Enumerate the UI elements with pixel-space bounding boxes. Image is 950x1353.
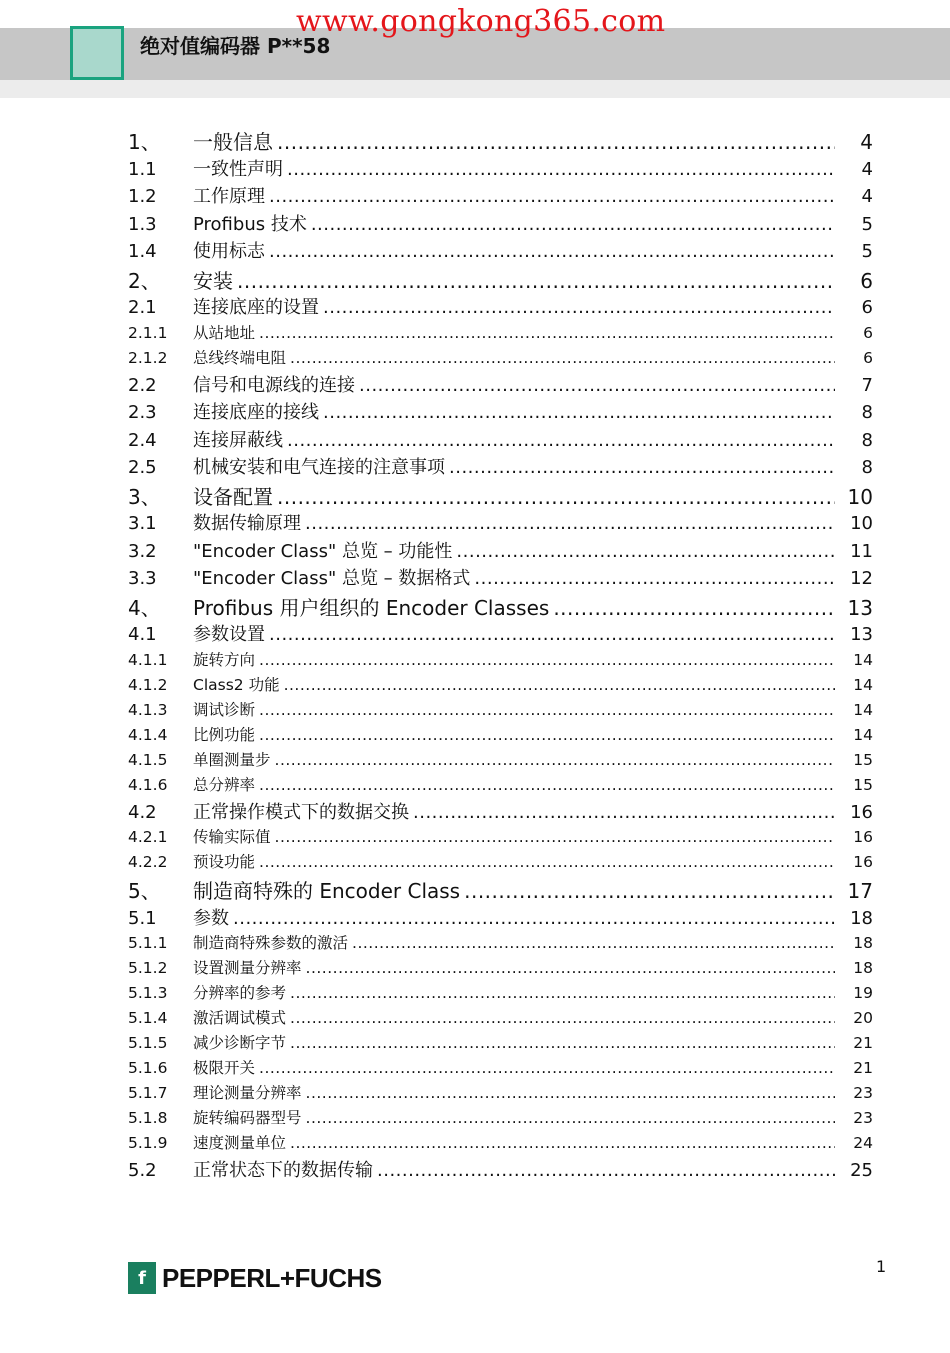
toc-leader-dots	[306, 959, 835, 977]
toc-leader-dots	[277, 485, 835, 509]
toc-entry-number: 5.1.9	[128, 1134, 168, 1152]
toc-entry-title: 理论测量分辨率	[193, 1084, 302, 1102]
toc-leader-dots	[359, 375, 835, 396]
toc-entry-number: 5.1.8	[128, 1109, 168, 1127]
toc-entry-number: 2.5	[128, 457, 157, 478]
toc-entry-title: 制造商特殊的 Encoder Class	[193, 879, 461, 903]
toc-entry[interactable]	[128, 265, 873, 294]
toc-entry-number: 4.2.1	[128, 828, 168, 846]
toc-entry-number: 3.1	[128, 513, 157, 534]
toc-entry-title: 一致性声明	[193, 158, 283, 180]
toc-entry-page: 4	[861, 158, 873, 180]
toc-entry-number: 5.1.5	[128, 1034, 168, 1052]
toc-entry[interactable]	[128, 155, 873, 183]
toc-entry-page: 21	[853, 1059, 873, 1077]
toc-entry-page: 7	[861, 374, 873, 396]
toc-leader-dots	[259, 776, 835, 794]
toc-leader-dots	[269, 241, 835, 262]
toc-leader-dots	[259, 324, 835, 342]
toc-entry-page: 23	[853, 1109, 873, 1127]
toc-entry-title: 工作原理	[193, 186, 265, 207]
toc-entry-title: 分辨率的参考	[193, 984, 287, 1002]
toc-entry-number: 5、	[128, 879, 161, 903]
toc-leader-dots	[259, 701, 835, 719]
toc-entry-title: 信号和电源线的连接	[193, 374, 355, 396]
toc-leader-dots	[306, 1109, 835, 1127]
toc-entry-number: 4.2	[128, 801, 157, 823]
toc-entry-title: 制造商特殊参数的激活	[193, 934, 349, 952]
toc-entry-title: 调试诊断	[193, 700, 256, 719]
toc-entry-title: 参数设置	[193, 624, 265, 645]
toc-leader-dots	[275, 828, 835, 846]
toc-leader-dots	[323, 402, 835, 423]
toc-entry-page: 25	[850, 1160, 873, 1181]
toc-entry[interactable]	[128, 875, 873, 904]
toc-entry-page: 5	[861, 213, 873, 235]
toc-entry[interactable]	[128, 1006, 873, 1031]
toc-entry-title: 单圈测量步	[193, 750, 271, 769]
toc-entry-page: 14	[853, 650, 873, 669]
toc-entry-number: 3.3	[128, 568, 157, 589]
toc-entry-title: 连接屏蔽线	[193, 429, 283, 451]
toc-entry[interactable]	[128, 321, 873, 346]
toc-entry-number: 4.1	[128, 624, 157, 645]
toc-leader-dots	[269, 186, 835, 207]
toc-entry-title: 参数	[193, 907, 229, 929]
toc-entry-title: 正常状态下的数据传输	[193, 1160, 373, 1181]
toc-entry-number: 1.2	[128, 186, 157, 207]
toc-entry[interactable]	[128, 698, 873, 723]
toc-entry[interactable]	[128, 956, 873, 981]
toc-entry-number: 5.1	[128, 907, 157, 929]
toc-leader-dots	[352, 934, 835, 952]
toc-entry-page: 10	[847, 484, 873, 509]
toc-entry-title: 安装	[193, 268, 233, 293]
toc-entry[interactable]	[128, 293, 873, 321]
toc-entry-title: 极限开关	[193, 1059, 256, 1077]
logo-mark-icon: f	[128, 1262, 156, 1294]
toc-entry[interactable]	[128, 723, 873, 748]
toc-entry[interactable]	[128, 346, 873, 371]
toc-entry-number: 3.2	[128, 540, 157, 562]
toc-entry-page: 16	[850, 801, 873, 823]
toc-entry-page: 23	[853, 1084, 873, 1102]
toc-entry-number: 5.1.1	[128, 934, 168, 952]
toc-entry[interactable]	[128, 825, 873, 850]
toc-entry-number: 5.1.7	[128, 1084, 168, 1102]
toc-entry-page: 4	[861, 186, 873, 207]
toc-leader-dots	[290, 984, 835, 1002]
toc-leader-dots	[323, 297, 835, 318]
toc-entry-page: 15	[853, 775, 873, 794]
toc-entry-title: 传输实际值	[193, 828, 271, 846]
toc-entry-number: 4.2.2	[128, 853, 168, 871]
toc-leader-dots	[449, 457, 835, 478]
toc-entry-number: 4、	[128, 595, 161, 620]
toc-entry-page: 8	[861, 457, 873, 478]
toc-leader-dots	[287, 430, 835, 451]
toc-entry-page: 18	[850, 907, 873, 929]
toc-entry-title: 数据传输原理	[193, 513, 301, 534]
toc-entry[interactable]	[128, 748, 873, 773]
toc-entry-page: 10	[850, 513, 873, 534]
toc-leader-dots	[306, 1084, 835, 1102]
toc-entry-number: 5.1.4	[128, 1009, 168, 1027]
toc-entry[interactable]	[128, 1156, 873, 1184]
toc-entry-page: 19	[853, 984, 873, 1002]
toc-entry-number: 1.4	[128, 241, 157, 262]
toc-entry-title: 一般信息	[193, 130, 273, 154]
toc-entry-number: 1.1	[128, 158, 157, 180]
toc-entry[interactable]	[128, 371, 873, 399]
toc-entry-title: 连接底座的设置	[193, 297, 319, 318]
toc-entry[interactable]	[128, 648, 873, 673]
toc-entry-number: 5.1.6	[128, 1059, 168, 1077]
toc-leader-dots	[259, 726, 835, 744]
toc-entry-title: 从站地址	[193, 323, 256, 342]
toc-entry[interactable]	[128, 673, 873, 698]
toc-entry[interactable]	[128, 426, 873, 454]
toc-entry[interactable]	[128, 981, 873, 1006]
table-of-contents	[128, 126, 873, 1184]
toc-entry[interactable]	[128, 1131, 873, 1156]
toc-leader-dots	[474, 568, 835, 589]
toc-entry-page: 17	[847, 879, 873, 903]
toc-entry-number: 4.1.1	[128, 650, 168, 669]
toc-entry-number: 3、	[128, 484, 161, 509]
toc-entry-page: 5	[861, 241, 873, 262]
toc-entry[interactable]	[128, 481, 873, 510]
toc-entry-title: 正常操作模式下的数据交换	[193, 801, 409, 823]
toc-entry[interactable]	[128, 904, 873, 932]
toc-leader-dots	[290, 349, 835, 367]
toc-entry-title: "Encoder Class" 总览 – 数据格式	[193, 568, 471, 589]
logo-text: PEPPERL+FUCHS	[162, 1262, 382, 1293]
toc-leader-dots	[287, 159, 835, 180]
toc-leader-dots	[284, 676, 835, 694]
toc-entry[interactable]	[128, 182, 873, 210]
toc-entry-number: 4.1.5	[128, 750, 168, 769]
toc-entry-number: 1、	[128, 130, 161, 154]
toc-entry-title: 总线终端电阻	[193, 348, 287, 367]
toc-entry-title: 设置测量分辨率	[193, 959, 302, 977]
toc-entry-page: 12	[850, 568, 873, 589]
toc-entry-number: 4.1.3	[128, 700, 168, 719]
toc-entry-title: 机械安装和电气连接的注意事项	[193, 457, 445, 478]
toc-entry-title: 使用标志	[193, 241, 265, 262]
toc-entry[interactable]	[128, 126, 873, 155]
toc-entry-page: 16	[853, 853, 873, 871]
toc-entry-page: 18	[853, 934, 873, 952]
toc-entry[interactable]	[128, 398, 873, 426]
toc-entry[interactable]	[128, 564, 873, 592]
toc-entry-page: 6	[861, 297, 873, 318]
toc-leader-dots	[413, 802, 835, 823]
toc-entry-number: 2、	[128, 268, 161, 293]
toc-leader-dots	[464, 879, 835, 903]
toc-entry[interactable]	[128, 1056, 873, 1081]
toc-entry[interactable]	[128, 1081, 873, 1106]
toc-entry-page: 11	[850, 540, 873, 562]
toc-leader-dots	[233, 908, 835, 929]
toc-entry-number: 5.1.3	[128, 984, 168, 1002]
toc-entry-number: 2.2	[128, 374, 157, 396]
toc-entry-page: 21	[853, 1034, 873, 1052]
page-number: 1	[876, 1257, 887, 1276]
toc-leader-dots	[290, 1034, 835, 1052]
company-logo	[128, 1262, 382, 1294]
toc-entry[interactable]	[128, 237, 873, 265]
toc-entry-title: Profibus 用户组织的 Encoder Classes	[193, 595, 550, 620]
toc-entry[interactable]	[128, 798, 873, 826]
toc-entry-page: 14	[853, 700, 873, 719]
toc-entry-title: 连接底座的接线	[193, 402, 319, 423]
toc-leader-dots	[237, 269, 835, 293]
toc-entry-page: 6	[860, 268, 873, 293]
toc-entry[interactable]	[128, 773, 873, 798]
toc-leader-dots	[290, 1009, 835, 1027]
toc-entry[interactable]	[128, 1031, 873, 1056]
toc-entry-title: Class2 功能	[193, 675, 280, 694]
toc-entry-number: 2.1.1	[128, 323, 168, 342]
document-title: 绝对值编码器 P**58	[140, 34, 331, 58]
toc-entry-number: 5.1.2	[128, 959, 168, 977]
toc-leader-dots	[456, 541, 835, 562]
toc-entry-page: 8	[861, 402, 873, 423]
toc-entry-number: 2.1.2	[128, 348, 168, 367]
watermark-url: www.gongkong365.com	[296, 4, 666, 39]
toc-leader-dots	[259, 651, 835, 669]
toc-entry[interactable]	[128, 850, 873, 875]
toc-entry[interactable]	[128, 1106, 873, 1131]
toc-leader-dots	[377, 1160, 835, 1181]
toc-entry-page: 8	[861, 429, 873, 451]
header-logo-square	[70, 26, 124, 80]
toc-entry[interactable]	[128, 620, 873, 648]
toc-entry[interactable]	[128, 509, 873, 537]
toc-entry-number: 4.1.2	[128, 675, 168, 694]
toc-entry-title: 激活调试模式	[193, 1009, 287, 1027]
toc-entry-page: 13	[850, 624, 873, 645]
toc-leader-dots	[277, 130, 835, 154]
toc-entry-page: 24	[853, 1134, 873, 1152]
toc-entry[interactable]	[128, 537, 873, 565]
toc-entry-title: 减少诊断字节	[193, 1034, 287, 1052]
toc-entry-page: 14	[853, 725, 873, 744]
toc-entry-page: 15	[853, 750, 873, 769]
toc-entry-page: 16	[853, 828, 873, 846]
toc-entry-page: 6	[863, 323, 873, 342]
toc-entry-number: 4.1.6	[128, 775, 168, 794]
toc-entry-page: 6	[863, 348, 873, 367]
toc-entry-title: "Encoder Class" 总览 – 功能性	[193, 540, 453, 562]
toc-leader-dots	[311, 214, 835, 235]
toc-leader-dots	[259, 1059, 835, 1077]
toc-entry-number: 2.1	[128, 297, 157, 318]
toc-entry-page: 13	[847, 595, 873, 620]
toc-entry-title: 设备配置	[193, 484, 273, 509]
toc-entry-title: 旋转方向	[193, 650, 256, 669]
toc-entry[interactable]	[128, 931, 873, 956]
toc-leader-dots	[290, 1134, 835, 1152]
toc-entry-title: 总分辨率	[193, 775, 256, 794]
toc-entry-number: 5.2	[128, 1160, 157, 1181]
header-divider	[0, 80, 950, 98]
toc-leader-dots	[553, 596, 835, 620]
toc-leader-dots	[259, 853, 835, 871]
toc-entry-title: 比例功能	[193, 725, 256, 744]
toc-entry-title: 速度测量单位	[193, 1134, 287, 1152]
toc-entry-title: Profibus 技术	[193, 213, 307, 235]
toc-entry-page: 20	[853, 1009, 873, 1027]
toc-leader-dots	[305, 513, 835, 534]
toc-leader-dots	[269, 624, 835, 645]
toc-entry-number: 4.1.4	[128, 725, 168, 744]
toc-leader-dots	[275, 751, 835, 769]
toc-entry[interactable]	[128, 592, 873, 621]
toc-entry-number: 1.3	[128, 213, 157, 235]
toc-entry[interactable]	[128, 453, 873, 481]
toc-entry-title: 旋转编码器型号	[193, 1109, 302, 1127]
toc-entry-page: 14	[853, 675, 873, 694]
toc-entry-page: 4	[860, 130, 873, 154]
toc-entry-title: 预设功能	[193, 853, 256, 871]
toc-entry-page: 18	[853, 959, 873, 977]
toc-entry[interactable]	[128, 210, 873, 238]
toc-entry-number: 2.3	[128, 402, 157, 423]
toc-entry-number: 2.4	[128, 429, 157, 451]
